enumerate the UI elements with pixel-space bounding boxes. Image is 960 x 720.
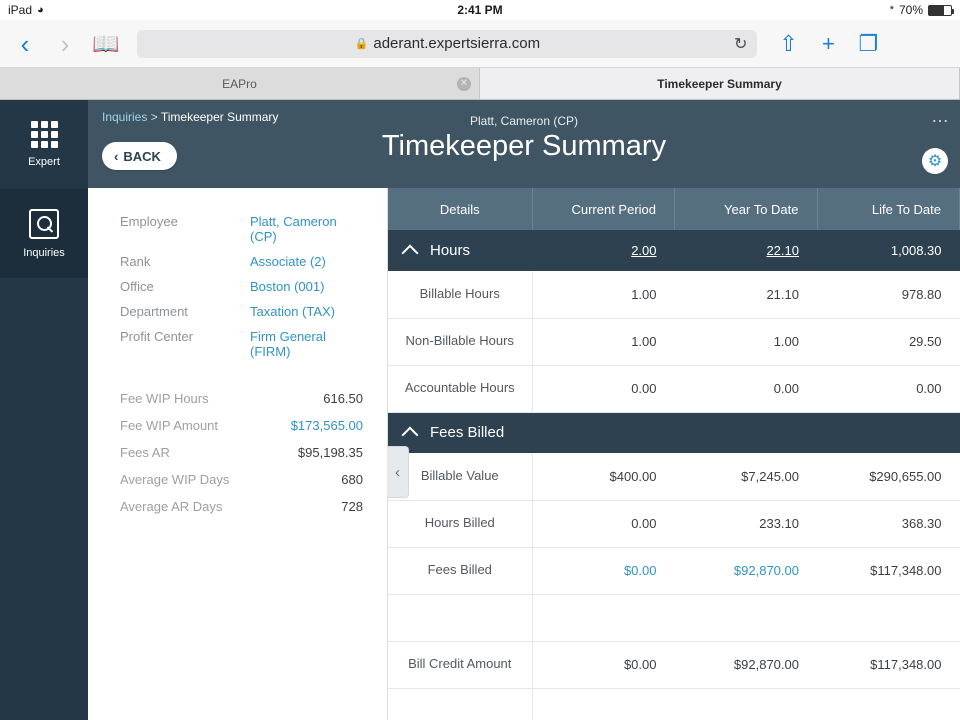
table-row[interactable]: [388, 365, 960, 412]
device-name: iPad: [8, 3, 33, 17]
metric-fee-wip-hours: [120, 391, 363, 406]
info-field-rank: [120, 254, 363, 269]
row-value-life-to-date: 978.80: [901, 286, 942, 302]
info-field-value[interactable]: Firm General (FIRM): [250, 329, 326, 359]
search-inquiry-icon: [29, 209, 59, 239]
safari-tab-strip: [0, 68, 960, 100]
row-label: Fees Billed: [388, 547, 532, 594]
section-fees-billed-rows: [388, 453, 960, 720]
row-value-life-to-date: $117,348.00: [870, 563, 942, 578]
row-value-current-period: $400.00: [609, 468, 657, 484]
wifi-icon: ◕: [37, 4, 44, 16]
section-total-life-to-date: [817, 412, 960, 453]
row-label: [388, 688, 532, 720]
row-label: Bill Credit Amount: [388, 641, 532, 688]
row-value-current-period: [532, 688, 675, 720]
section-header-row-hours[interactable]: [388, 230, 960, 271]
table-row[interactable]: [388, 271, 960, 318]
row-value-current-period: $0.00: [623, 657, 657, 672]
sidebar-rail: [0, 100, 88, 720]
info-field-employee: [120, 214, 363, 244]
employee-info-panel: [88, 188, 388, 720]
breadcrumb-separator: >: [150, 110, 158, 124]
chevron-up-icon[interactable]: [402, 244, 419, 261]
info-field-value[interactable]: Platt, Cameron (CP): [250, 214, 337, 244]
section-total-current-period: [532, 412, 675, 453]
battery-percent: 70%: [898, 3, 923, 17]
section-hours-rows: [388, 271, 960, 412]
metric-fee-wip-amount: [120, 418, 363, 433]
section-title-cell[interactable]: [388, 230, 532, 271]
page-title: Timekeeper Summary: [381, 130, 667, 162]
row-value-year-to-date: [675, 594, 818, 641]
address-bar-url: aderant.expertsierra.com: [373, 35, 541, 52]
browser-forward-button[interactable]: ›: [60, 28, 70, 59]
column-header-year-to-date[interactable]: Year To Date: [675, 188, 818, 230]
divider: [120, 369, 363, 391]
table-row[interactable]: [388, 594, 960, 641]
lock-icon: 🔒: [354, 38, 369, 50]
metric-fees-ar: [120, 445, 363, 460]
panel-collapse-handle[interactable]: [387, 446, 409, 498]
column-header-details[interactable]: Details: [388, 188, 532, 230]
metric-label: Fee WIP Amount: [120, 418, 219, 433]
row-value-year-to-date: [675, 688, 818, 720]
row-label: Billable Value: [388, 453, 532, 500]
page-body: [88, 188, 960, 720]
close-icon[interactable]: ✕: [457, 77, 471, 91]
metric-value: 728: [341, 499, 363, 514]
share-icon[interactable]: ⇧: [779, 30, 798, 56]
bluetooth-icon: *: [889, 4, 894, 16]
row-value-year-to-date[interactable]: $92,870.00: [733, 563, 799, 578]
row-label: Non-Billable Hours: [388, 318, 532, 365]
page-header-center: [88, 114, 960, 163]
section-title: Fees Billed: [430, 424, 505, 442]
info-field-label: Office: [120, 279, 154, 294]
sidebar-item-label: Inquiries: [23, 246, 65, 259]
sidebar-item-inquiries[interactable]: [0, 189, 88, 278]
metric-value: $95,198.35: [297, 445, 363, 460]
row-label: Hours Billed: [388, 500, 532, 547]
row-value-current-period: 0.00: [631, 381, 657, 396]
browser-tab-label: EAPro: [222, 76, 257, 91]
row-label: Billable Hours: [388, 271, 532, 318]
row-value-life-to-date: 0.00: [916, 381, 942, 396]
row-value-year-to-date: 233.10: [759, 516, 799, 531]
section-fees-billed: [388, 412, 960, 453]
content-column: [88, 100, 960, 720]
row-value-current-period: 0.00: [631, 516, 657, 531]
column-header-current-period[interactable]: Current Period: [532, 188, 675, 230]
reload-icon[interactable]: ↻: [734, 35, 748, 53]
browser-toolbar: [0, 20, 960, 68]
page-header: [88, 100, 960, 188]
status-bar-clock: 2:41 PM: [457, 3, 503, 17]
row-value-current-period[interactable]: $0.00: [623, 563, 657, 578]
back-button[interactable]: [102, 142, 177, 170]
back-button-label: BACK: [123, 148, 161, 164]
section-hours: [388, 230, 960, 271]
info-field-value[interactable]: Boston (001): [250, 279, 325, 294]
metric-value[interactable]: $173,565.00: [290, 418, 363, 433]
chevron-left-icon: ‹: [395, 463, 400, 481]
row-value-life-to-date: [817, 594, 960, 641]
section-title: Hours: [430, 242, 471, 259]
table-row[interactable]: [388, 453, 960, 500]
more-horizontal-icon[interactable]: …: [931, 106, 950, 126]
row-label: [388, 594, 532, 641]
breadcrumb-current: Timekeeper Summary: [160, 110, 279, 124]
metric-label: Fees AR: [120, 445, 170, 460]
table-row[interactable]: [388, 318, 960, 365]
status-bar-right: [890, 3, 952, 17]
metric-value: 616.50: [323, 391, 363, 406]
row-value-current-period: [532, 594, 675, 641]
row-value-life-to-date: 29.50: [908, 334, 942, 349]
info-field-label: Rank: [120, 254, 151, 269]
metric-label: Fee WIP Hours: [120, 391, 209, 406]
row-value-year-to-date: 0.00: [773, 381, 799, 396]
info-field-value[interactable]: Associate (2): [250, 254, 326, 269]
metric-value: 680: [341, 472, 363, 487]
sidebar-item-expert[interactable]: [0, 100, 88, 189]
breadcrumb-link-inquiries[interactable]: Inquiries: [102, 110, 148, 124]
page-subtitle: Platt, Cameron (CP): [469, 114, 579, 128]
metric-average-wip-days: [120, 472, 363, 487]
table-row[interactable]: [388, 688, 960, 720]
application-frame: [0, 100, 960, 720]
section-header-row-fees-billed[interactable]: [388, 412, 960, 453]
chevron-left-icon: ‹: [114, 148, 119, 164]
info-field-office: [120, 279, 363, 294]
column-header-life-to-date[interactable]: Life To Date: [817, 188, 960, 230]
row-value-year-to-date: 21.10: [766, 286, 799, 302]
section-title-cell[interactable]: [388, 412, 532, 453]
table-header: [388, 188, 960, 230]
table-row[interactable]: [388, 500, 960, 547]
metric-label: Average WIP Days: [120, 472, 230, 487]
ios-status-bar: [0, 0, 960, 20]
summary-table-region: [388, 188, 960, 720]
section-total-year-to-date: 22.10: [675, 230, 818, 271]
info-field-value[interactable]: Taxation (TAX): [250, 304, 336, 319]
chevron-up-icon[interactable]: [402, 426, 419, 443]
grid-icon: [31, 121, 58, 148]
row-value-life-to-date: [817, 688, 960, 720]
row-value-current-period: 1.00: [631, 334, 657, 349]
bookmarks-icon[interactable]: 📖: [92, 30, 120, 56]
section-total-current-period: 2.00: [532, 230, 675, 271]
row-value-life-to-date: $117,348.00: [870, 657, 942, 672]
row-value-current-period: 1.00: [631, 286, 657, 302]
row-value-year-to-date: 1.00: [773, 334, 799, 349]
metric-label: Average AR Days: [120, 499, 223, 514]
browser-tab-timekeeper-summary[interactable]: [480, 68, 960, 99]
new-tab-icon[interactable]: +: [821, 30, 835, 56]
address-bar[interactable]: [137, 30, 757, 58]
tabs-icon[interactable]: ❐: [858, 30, 879, 56]
browser-tab-label: Timekeeper Summary: [657, 76, 782, 91]
browser-tab-eapro[interactable]: [0, 68, 480, 99]
section-total-life-to-date: 1,008.30: [817, 230, 960, 271]
row-value-life-to-date: 368.30: [901, 516, 942, 531]
timekeeper-summary-table: [388, 188, 960, 720]
table-row[interactable]: [388, 641, 960, 688]
info-field-department: [120, 304, 363, 319]
row-value-life-to-date: $290,655.00: [869, 468, 942, 484]
info-field-label: Department: [120, 304, 188, 319]
section-total-year-to-date: [675, 412, 818, 453]
info-field-label: Employee: [120, 214, 178, 229]
browser-back-button[interactable]: ‹: [20, 28, 30, 59]
battery-icon: [928, 5, 952, 16]
row-value-year-to-date: $92,870.00: [733, 657, 799, 672]
info-field-profit-center: [120, 329, 363, 359]
row-label: Accountable Hours: [388, 365, 532, 412]
table-header-row: [388, 188, 960, 230]
sidebar-item-label: Expert: [28, 156, 60, 168]
gear-icon[interactable]: ⚙: [922, 148, 948, 174]
metric-average-ar-days: [120, 499, 363, 514]
table-row[interactable]: [388, 547, 960, 594]
row-value-year-to-date: $7,245.00: [741, 468, 799, 484]
info-field-label: Profit Center: [120, 329, 193, 344]
